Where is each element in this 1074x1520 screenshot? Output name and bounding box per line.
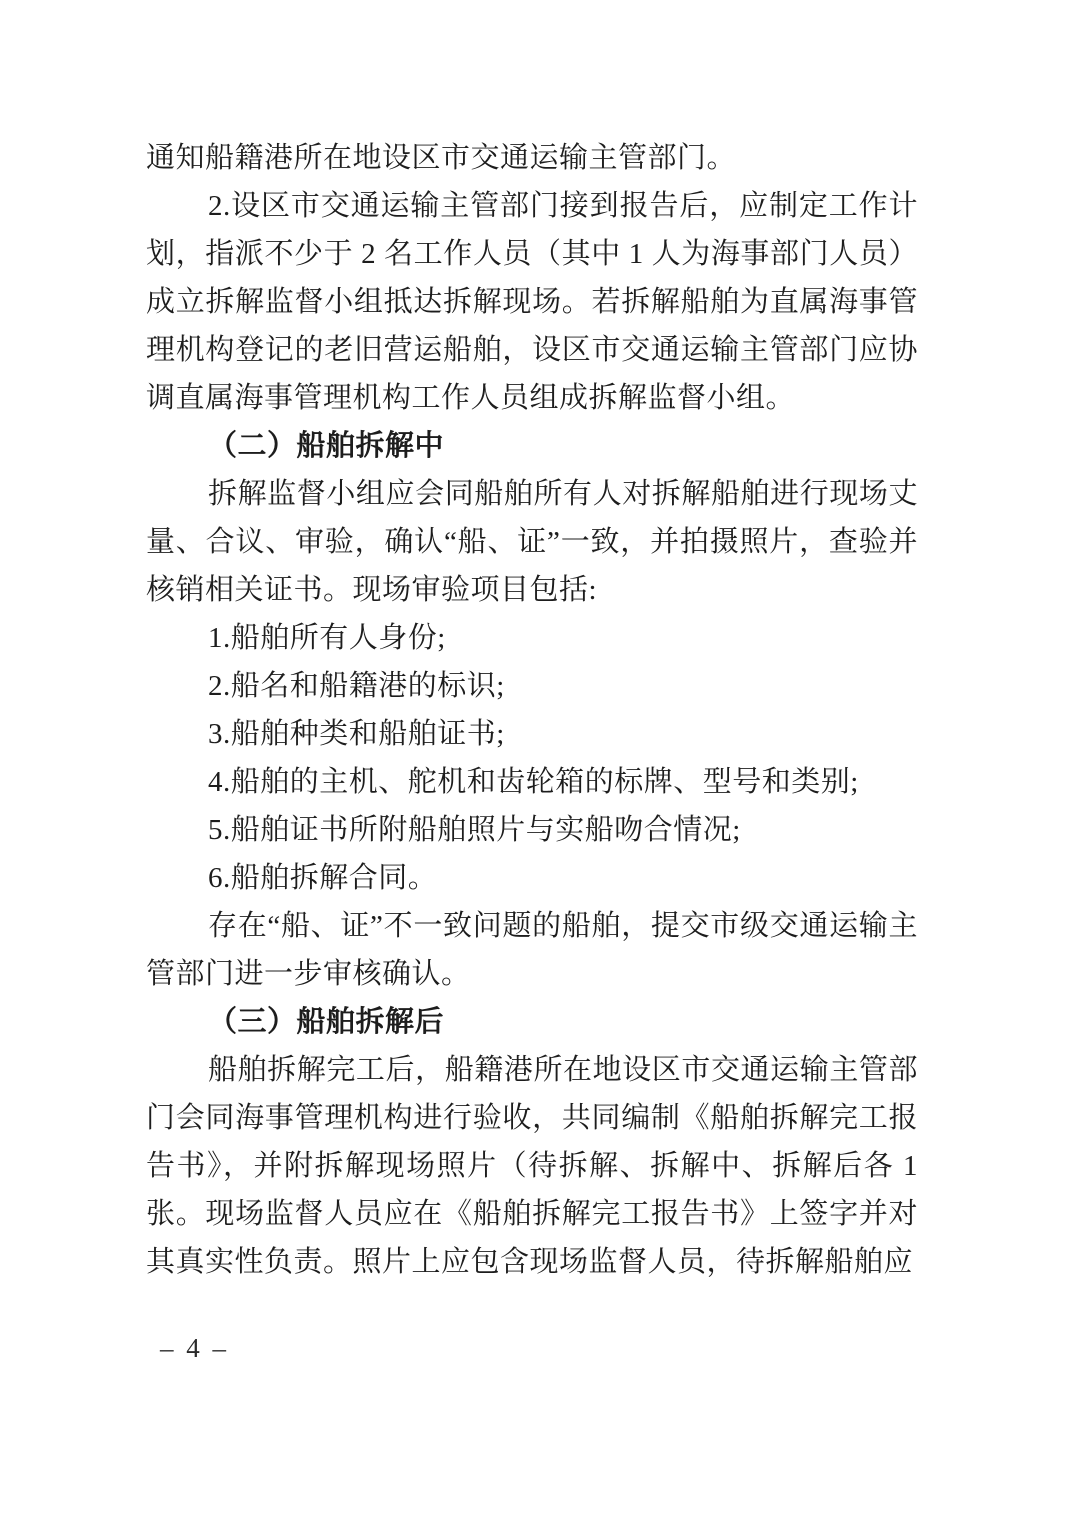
paragraph-supervision-group: 拆解监督小组应会同船舶所有人对拆解船舶进行现场丈量、合议、审验，确认“船、证”一致，并拍摄照片，查验并核销相关证书。现场审验项目包括: xyxy=(146,478,918,606)
list-item-2: 2.船名和船籍港的标识; xyxy=(208,670,505,702)
list-item-3: 3.船舶种类和船舶证书; xyxy=(208,718,505,750)
paragraph-continuation: 通知船籍港所在地设区市交通运输主管部门。 xyxy=(146,142,737,174)
paragraph-inconsistency-handling: 存在“船、证”不一致问题的船舶，提交市级交通运输主管部门进一步审核确认。 xyxy=(146,910,918,990)
list-item-6: 6.船舶拆解合同。 xyxy=(208,862,438,894)
document-body xyxy=(146,134,918,1286)
paragraph-item-2: 2.设区市交通运输主管部门接到报告后，应制定工作计划，指派不少于 2 名工作人员（其中 1 人为海事部门人员）成立拆解监督小组抵达拆解现场。若拆解船舶为直属海事管理机构登记的老旧营运船舶，设区市交通运输主管部门应协调直属海事管理机构工作人员组成拆解监督小组。 xyxy=(146,190,918,414)
list-item-4: 4.船舶的主机、舵机和齿轮箱的标牌、型号和类别; xyxy=(208,766,859,798)
list-item-1: 1.船舶所有人身份; xyxy=(208,622,446,654)
page-number: – 4 – xyxy=(160,1333,229,1363)
section-heading-during-dismantling: （二）船舶拆解中 xyxy=(208,430,445,462)
section-heading-after-dismantling: （三）船舶拆解后 xyxy=(208,1006,445,1038)
list-item-5: 5.船舶证书所附船舶照片与实船吻合情况; xyxy=(208,814,741,846)
paragraph-completion-report: 船舶拆解完工后，船籍港所在地设区市交通运输主管部门会同海事管理机构进行验收，共同编制《船舶拆解完工报告书》，并附拆解现场照片（待拆解、拆解中、拆解后各 1 张。现场监督人员应在《船舶拆解完工报告书》上签字并对其真实性负责。照片上应包含现场监督人员，待拆解船舶应 xyxy=(146,1054,918,1278)
